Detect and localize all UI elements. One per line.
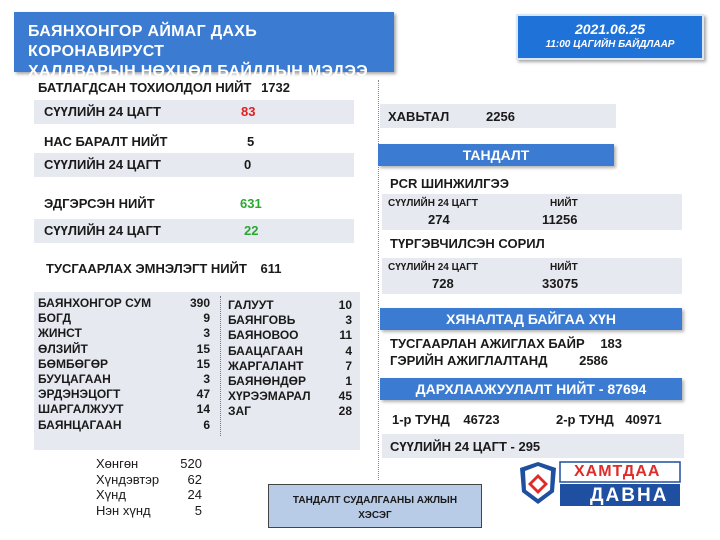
soum-row	[228, 374, 352, 389]
header-title-line1: БАЯНХОНГОР АЙМАГ ДАХЬ КОРОНАВИРУСТ	[28, 23, 258, 60]
pcr-24h-label: СҮҮЛИЙН 24 ЦАГТ	[388, 198, 478, 209]
rapid-24h-label: СҮҮЛИЙН 24 ЦАГТ	[388, 262, 478, 273]
deaths-24h-value: 0	[244, 157, 252, 172]
pcr-24h-value: 274	[428, 212, 450, 227]
rapid-24h-value: 728	[432, 276, 454, 291]
soum-name: БАЯНГОВЬ	[228, 313, 296, 328]
soum-value: 6	[203, 417, 210, 432]
soum-column-2	[228, 298, 352, 420]
soum-name: БУУЦАГААН	[38, 372, 111, 387]
sampling-title: ТАНДАЛТ	[378, 144, 614, 166]
severity-name: Хүндэвтэр	[96, 471, 160, 487]
severity-name: Хүнд	[96, 487, 126, 502]
deaths-label: НАС БАРАЛТ НИЙТ	[44, 134, 168, 149]
dose2-value: 40971	[625, 412, 662, 427]
severity-row	[96, 487, 202, 503]
report-time: 11:00 ЦАГИЙН БАЙДЛААР	[545, 39, 675, 50]
soum-value: 45	[338, 389, 352, 404]
soum-value: 15	[196, 341, 210, 356]
soum-name: ЗАГ	[228, 404, 251, 419]
vaccine-24h-row	[382, 434, 684, 458]
soum-name: ӨЛЗИЙТ	[38, 341, 88, 356]
soum-name: ХҮРЭЭМАРАЛ	[228, 389, 311, 404]
confirmed-24h-row	[34, 100, 354, 124]
dose2-label: 2-р ТУНД	[556, 412, 614, 427]
soum-name: ЭРДЭНЭЦОГТ	[38, 387, 121, 402]
iso-obs-label: ТУСГААРЛАН АЖИГЛАХ БАЙР	[390, 336, 585, 351]
soum-value: 390	[189, 296, 210, 310]
monitoring-title: ХЯНАЛТАД БАЙГАА ХҮН	[380, 308, 682, 330]
deaths-24h-row	[34, 153, 354, 177]
soum-value: 3	[345, 313, 352, 328]
recovered-24h-value: 22	[244, 223, 259, 238]
recovered-24h-row	[34, 219, 354, 243]
soum-name: БАЯНӨНДӨР	[228, 374, 307, 389]
soum-row	[38, 326, 210, 341]
logo-line2: ДАВНА	[590, 485, 669, 506]
recovered-label: ЭДГЭРСЭН НИЙТ	[44, 196, 155, 211]
deaths-value: 5	[247, 134, 255, 149]
dose2-row	[556, 412, 662, 427]
isolation-label: ТУСГААРЛАХ ЭМНЭЛЭГТ НИЙТ	[46, 261, 247, 276]
footer-line1: ТАНДАЛТ СУДАЛГААНЫ АЖЛЫН	[292, 495, 458, 506]
soum-row	[38, 357, 210, 372]
soum-value: 7	[345, 358, 352, 373]
soum-name: БАЯНЦАГААН	[38, 417, 122, 432]
soum-row	[38, 372, 210, 387]
confirmed-24h-value: 83	[241, 104, 256, 119]
soum-value: 3	[203, 326, 210, 341]
soum-value: 10	[338, 298, 352, 312]
home-obs-value: 2586	[579, 353, 609, 368]
home-obs-row	[390, 353, 608, 368]
severity-list	[96, 456, 202, 518]
header-title-line2: ХАЛДВАРЫН НӨХЦӨЛ БАЙДЛЫН МЭДЭЭ	[28, 63, 368, 80]
soum-name: ЖИНСТ	[38, 326, 82, 341]
iso-obs-row	[390, 336, 622, 351]
header-title-box	[14, 12, 394, 80]
rapid-box	[382, 258, 682, 294]
deaths-total-row	[44, 134, 255, 149]
deaths-24h-label: СҮҮЛИЙН 24 ЦАГТ	[44, 157, 161, 172]
pcr-label: PCR ШИНЖИЛГЭЭ	[390, 176, 509, 191]
column-divider	[378, 80, 379, 480]
soum-row	[228, 389, 352, 404]
soum-divider	[220, 296, 221, 436]
soum-row	[228, 298, 352, 313]
hospital-row	[380, 104, 616, 128]
soum-column-1	[38, 296, 210, 433]
soum-value: 9	[203, 311, 210, 326]
soum-row	[38, 402, 210, 417]
home-obs-label: ГЭРИЙН АЖИГЛАЛТАНД	[390, 353, 548, 368]
severity-row	[96, 503, 202, 519]
soum-value: 11	[339, 328, 352, 343]
soum-name: ГАЛУУТ	[228, 298, 274, 312]
soum-row	[228, 328, 352, 343]
soum-name: БОГД	[38, 311, 72, 326]
severity-name: Хөнгөн	[96, 456, 139, 471]
confirmed-24h-label: СҮҮЛИЙН 24 ЦАГТ	[44, 104, 161, 119]
soum-value: 28	[338, 404, 352, 419]
soum-row	[38, 418, 210, 433]
rapid-total-value: 33075	[542, 276, 579, 291]
soum-table	[34, 292, 360, 450]
recovered-24h-label: СҮҮЛИЙН 24 ЦАГТ	[44, 223, 161, 238]
severity-row	[96, 456, 202, 472]
soum-row	[38, 296, 210, 311]
soum-name: БААЦАГААН	[228, 343, 303, 358]
soum-row	[228, 359, 352, 374]
soum-name: БАЯНОВОО	[228, 328, 299, 343]
soum-row	[38, 311, 210, 326]
pcr-total-value: 11256	[542, 212, 578, 227]
footer-box	[268, 484, 482, 528]
pcr-box	[382, 194, 682, 230]
soum-row	[38, 342, 210, 357]
iso-obs-value: 183	[600, 336, 623, 351]
dose1-value: 46723	[463, 412, 500, 427]
footer-line2: ХЭСЭГ	[358, 510, 392, 521]
severity-row	[96, 472, 202, 488]
rapid-label: ТҮРГЭВЧИЛСЭН СОРИЛ	[390, 236, 545, 251]
soum-row	[228, 404, 352, 419]
isolation-total-row	[46, 261, 282, 276]
recovered-total-row	[44, 196, 262, 211]
confirmed-value: 1732	[261, 80, 290, 95]
rapid-total-label: НИЙТ	[550, 262, 578, 273]
severity-value: 62	[187, 471, 202, 487]
severity-value: 520	[180, 456, 202, 471]
severity-value: 5	[194, 502, 202, 518]
soum-row	[38, 387, 210, 402]
soum-name: БӨМБӨГӨР	[38, 356, 109, 371]
isolation-value: 611	[260, 261, 282, 276]
soum-value: 14	[196, 402, 210, 417]
soum-value: 47	[196, 387, 210, 402]
soum-value: 4	[345, 343, 352, 358]
soum-name: ЖАРГАЛАНТ	[228, 358, 304, 373]
soum-value: 15	[196, 356, 210, 371]
date-box	[516, 14, 704, 60]
dose1-label: 1-р ТУНД	[392, 412, 450, 427]
soum-name: ШАРГАЛЖУУТ	[38, 402, 124, 417]
hospital-label: ХАВЬТАЛ	[388, 109, 450, 124]
vaccine-24h-text: СҮҮЛИЙН 24 ЦАГТ - 295	[390, 439, 541, 454]
severity-value: 24	[187, 487, 202, 502]
dose1-row	[392, 412, 500, 427]
logo-line1: ХАМТДАА	[574, 463, 661, 480]
severity-name: Нэн хүнд	[96, 502, 151, 518]
confirmed-label: БАТЛАГДСАН ТОХИОЛДОЛ НИЙТ	[38, 80, 252, 95]
soum-name: БАЯНХОНГОР СУМ	[38, 296, 152, 310]
pcr-total-label: НИЙТ	[550, 198, 578, 209]
soum-value: 1	[345, 374, 352, 389]
soum-value: 3	[203, 372, 210, 387]
confirmed-total-row	[38, 80, 290, 95]
hamtdaa-davna-logo	[516, 458, 682, 510]
hospital-value: 2256	[486, 109, 515, 124]
soum-row	[228, 313, 352, 328]
soum-row	[228, 344, 352, 359]
recovered-value: 631	[240, 196, 262, 211]
vaccine-title: ДАРХЛААЖУУЛАЛТ НИЙТ - 87694	[380, 378, 682, 400]
report-date: 2021.06.25	[574, 21, 646, 37]
